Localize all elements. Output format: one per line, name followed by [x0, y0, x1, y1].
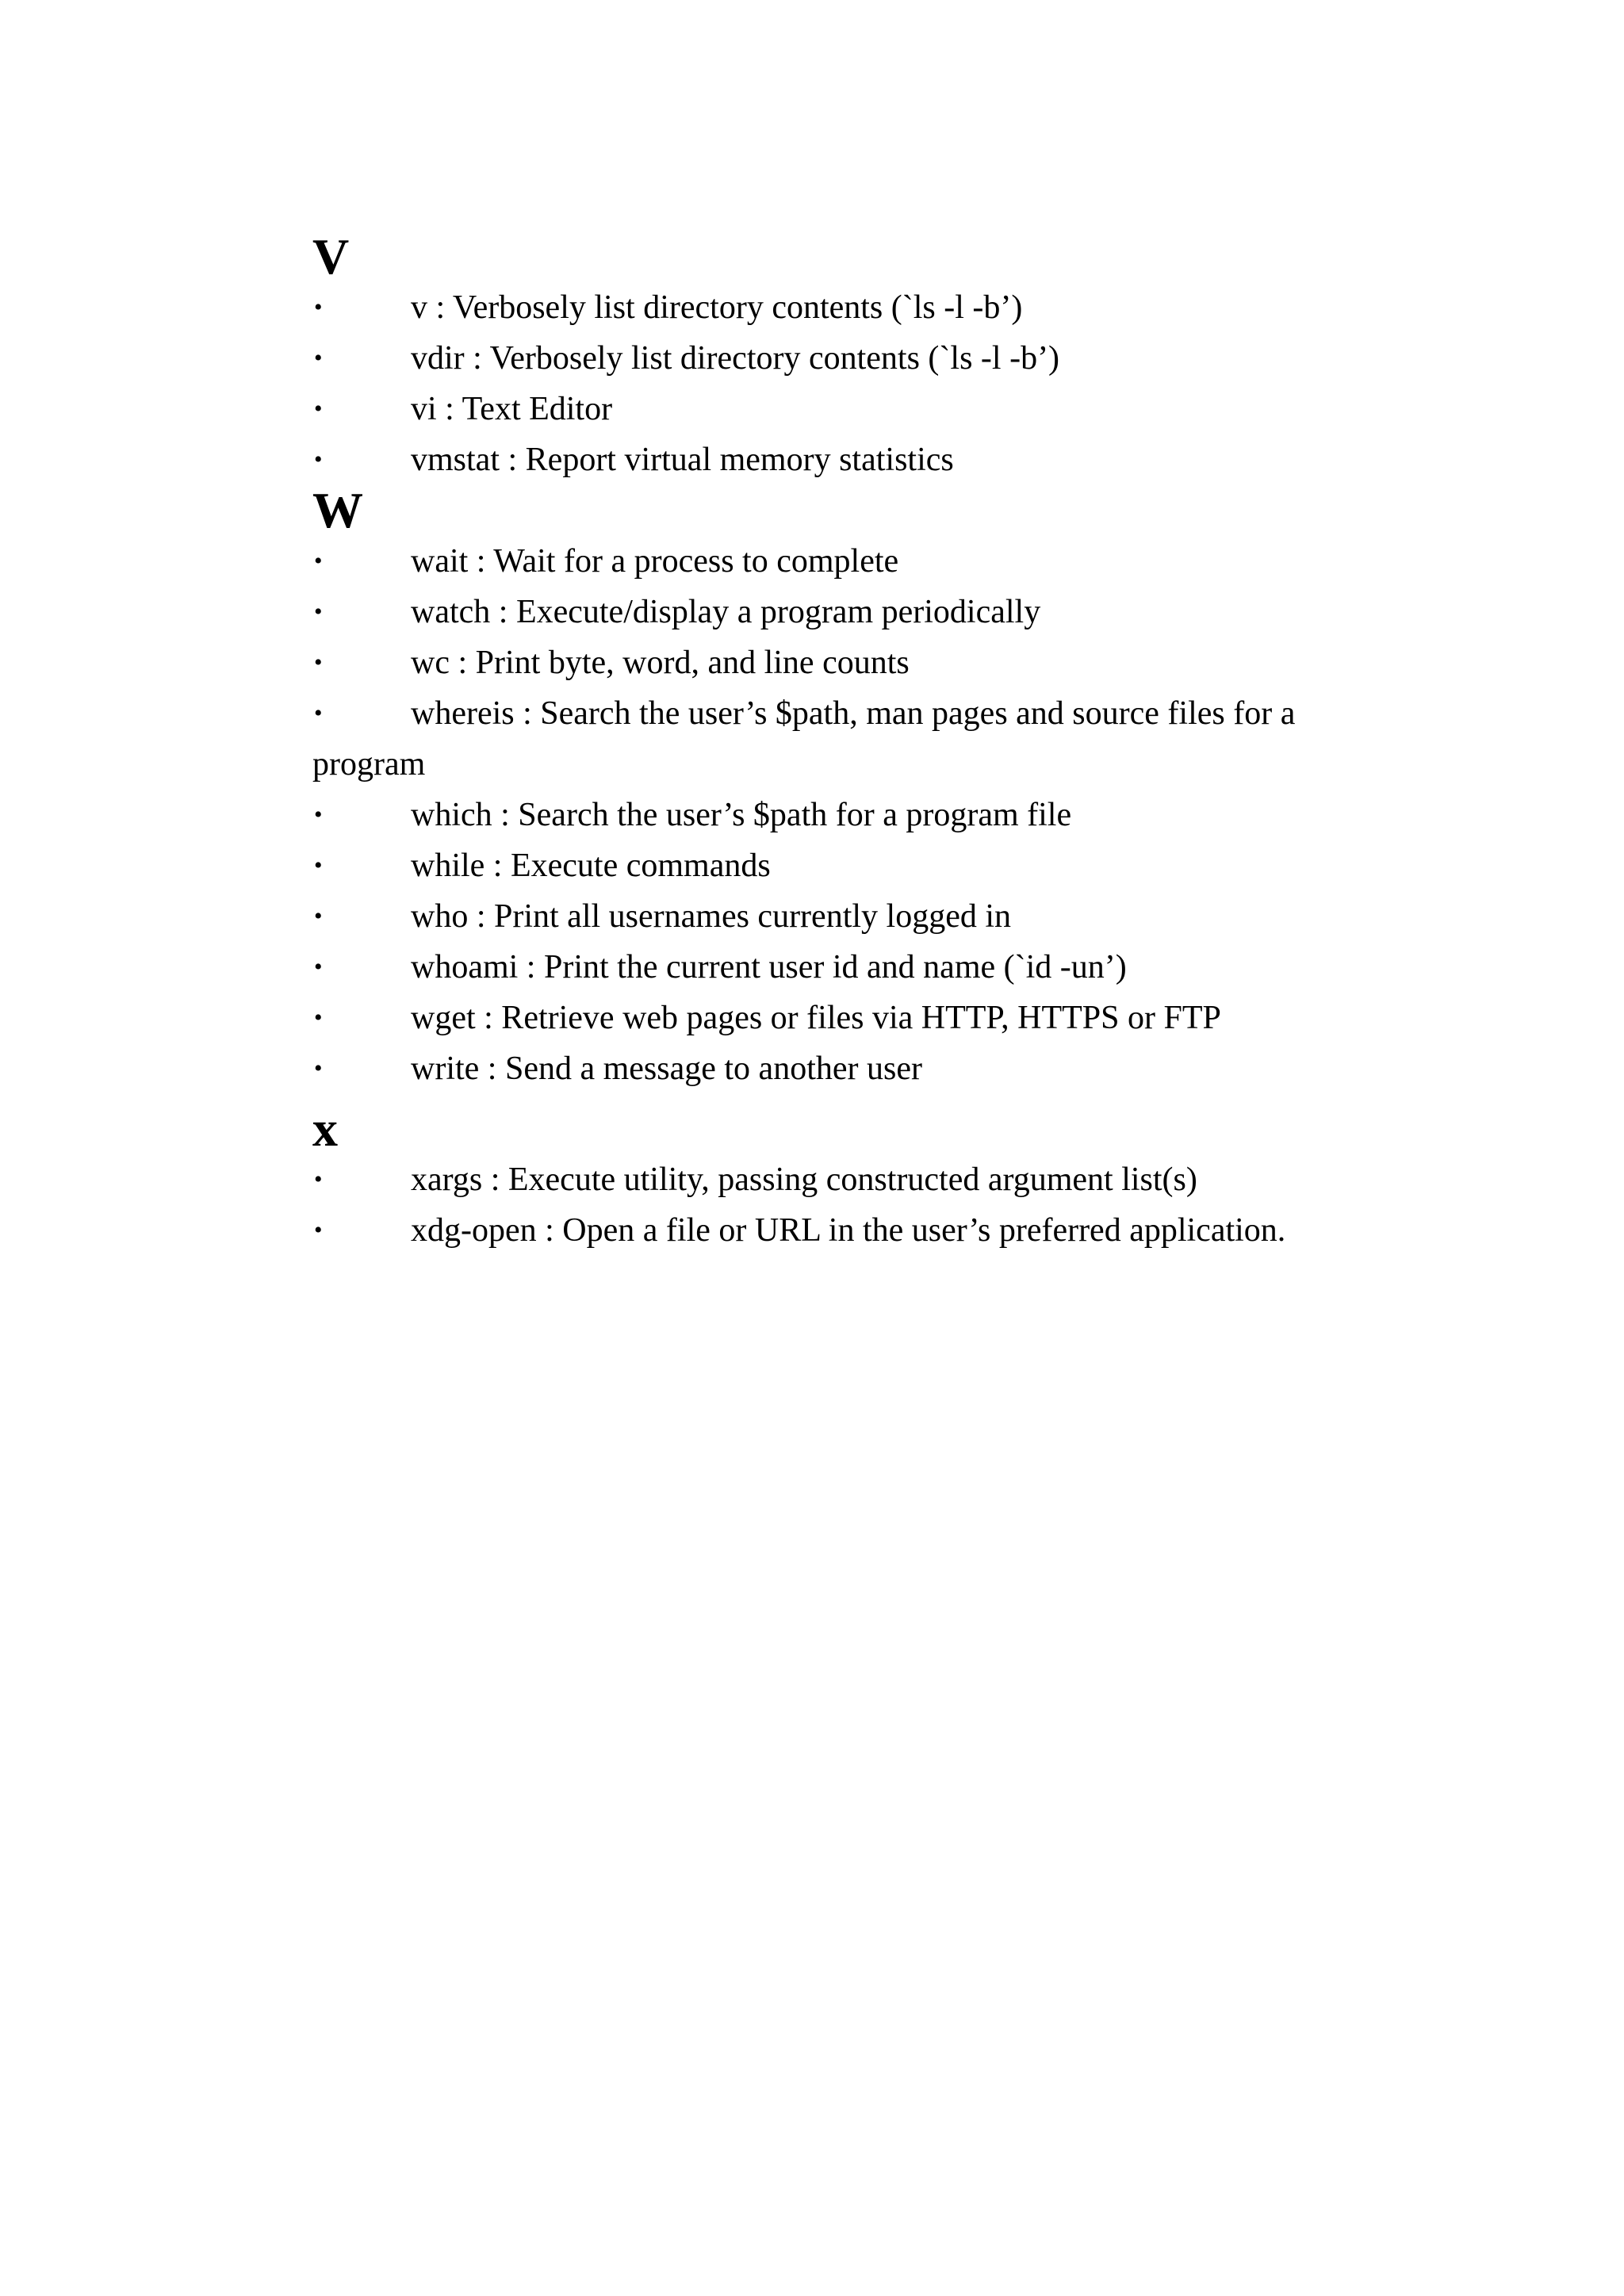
list-item [312, 840, 1407, 891]
list-item-text: xargs : Execute utility, passing constructed argument list(s) [411, 1161, 1197, 1198]
list-item [312, 942, 1407, 993]
list-item-text: xdg-open : Open a file or URL in the user’s preferred application. [411, 1212, 1286, 1249]
bullet-icon: • [314, 1055, 323, 1081]
list-item [312, 1205, 1407, 1256]
list-item-text: wget : Retrieve web pages or files via HTTP, HTTPS or FTP [411, 1000, 1221, 1036]
list-item [312, 993, 1407, 1043]
bullet-icon: • [314, 396, 323, 422]
section-x [312, 1100, 1407, 1256]
list-item [312, 790, 1407, 840]
list-item-text: wait : Wait for a process to complete [411, 543, 899, 580]
command-list [312, 228, 1407, 1256]
list-item-text: write : Send a message to another user [411, 1050, 922, 1087]
bullet-icon: • [314, 700, 323, 726]
list-item-text: vmstat : Report virtual memory statistics [411, 442, 954, 478]
list-item [312, 536, 1407, 587]
list-item-text: whoami : Print the current user id and name (`id -un’) [411, 949, 1127, 985]
list-item-text: vi : Text Editor [411, 391, 613, 427]
list-item-text: who : Print all usernames currently logged in [411, 898, 1012, 935]
list-item [312, 282, 1407, 333]
list-item-text: watch : Execute/display a program periodically [411, 594, 1041, 630]
list-item [312, 333, 1407, 384]
section-heading-w: W [312, 482, 363, 538]
list-item [312, 384, 1407, 434]
bullet-icon: • [314, 294, 323, 320]
section-v [312, 228, 1407, 485]
section-heading-x: x [312, 1100, 338, 1157]
bullet-icon: • [314, 1004, 323, 1031]
list-item [312, 1043, 1407, 1094]
bullet-icon: • [314, 446, 323, 473]
list-item-text: wc : Print byte, word, and line counts [411, 645, 910, 681]
bullet-icon: • [314, 599, 323, 625]
bullet-icon: • [314, 1217, 323, 1243]
bullet-icon: • [314, 954, 323, 980]
list-item-text: vdir : Verbosely list directory contents (`ls -l -b’) [411, 340, 1060, 377]
list-item-text: which : Search the user’s $path for a program file [411, 797, 1072, 833]
bullet-icon: • [314, 345, 323, 371]
bullet-icon: • [314, 649, 323, 675]
section-w [312, 482, 1407, 1094]
bullet-icon: • [314, 548, 323, 574]
list-item [312, 891, 1407, 942]
list-item [312, 688, 1407, 790]
list-item-text: v : Verbosely list directory contents (`ls -l -b’) [411, 289, 1023, 326]
list-item-text: whereis : Search the user’s $path, man pages and source files for a program [312, 695, 1296, 783]
list-item [312, 587, 1407, 637]
bullet-icon: • [314, 802, 323, 828]
list-item [312, 637, 1407, 688]
list-item [312, 1154, 1407, 1205]
bullet-icon: • [314, 852, 323, 878]
list-item [312, 434, 1407, 485]
list-item-text: while : Execute commands [411, 848, 771, 884]
bullet-icon: • [314, 1166, 323, 1192]
bullet-icon: • [314, 903, 323, 929]
section-heading-v: V [312, 228, 350, 285]
